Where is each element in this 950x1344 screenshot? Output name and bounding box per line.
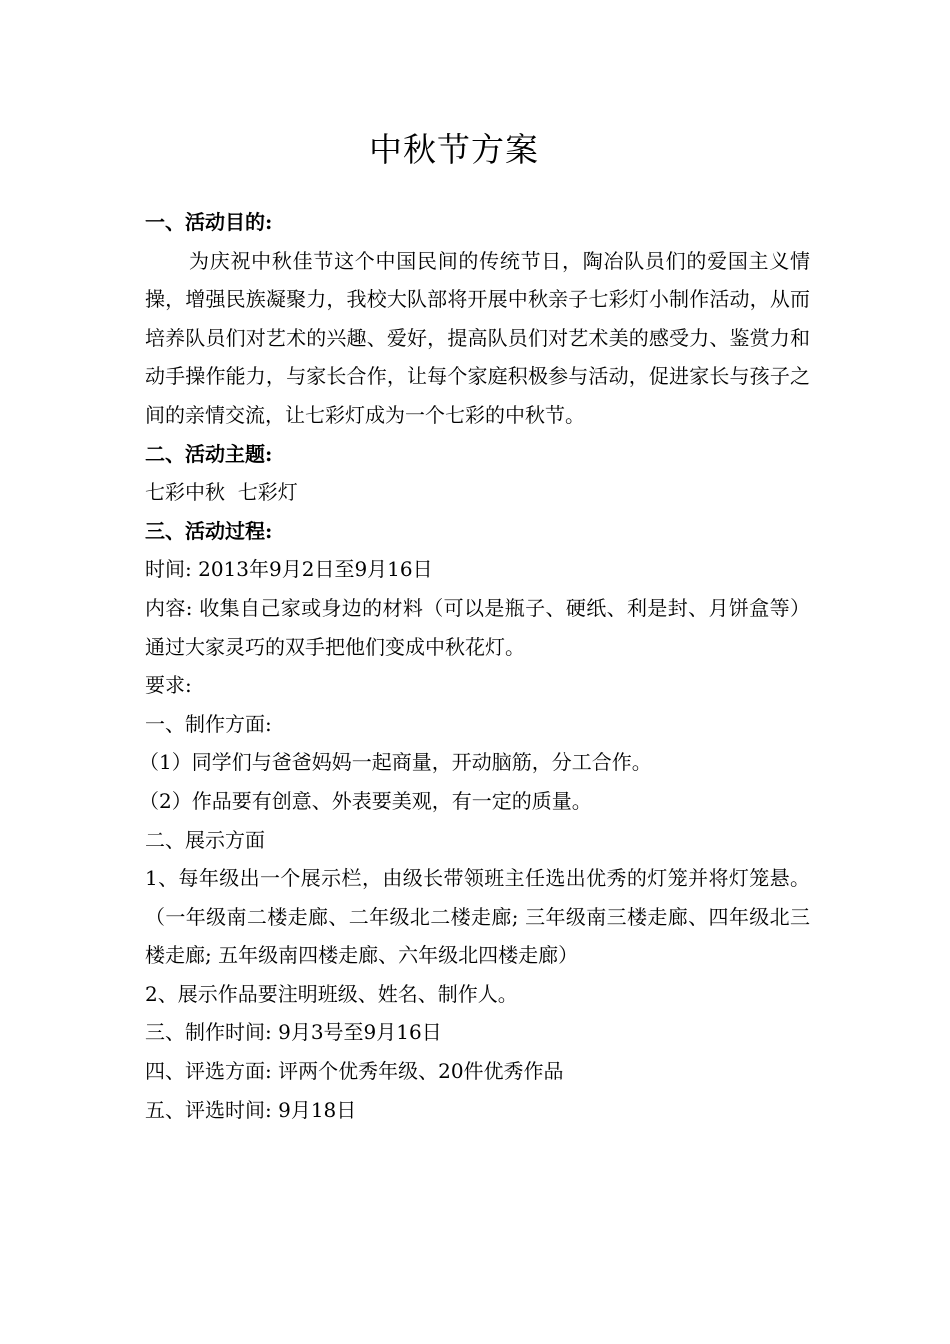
judging-time-line: 五、评选时间: 9月18日 [145,1097,357,1122]
purpose-heading: 一、活动目的: [145,210,273,234]
display-item-2: 2、展示作品要注明班级、姓名、制作人。 [145,981,518,1006]
theme-heading: 二、活动主题: [145,441,273,466]
making-item-2: （2）作品要有创意、外表要美观，有一定的质量。 [139,788,592,813]
time-line: 时间: 2013年9月2日至9月16日 [145,557,433,582]
requirements-label: 要求: [145,673,192,698]
document-body [139,203,823,1129]
theme-text: 七彩中秋 七彩灯 [145,480,298,505]
purpose-paragraph: 为庆祝中秋佳节这个中国民间的传统节日，陶冶队员们的爱国主义情操，增强民族凝聚力，我校大队部将开展中秋亲子七彩灯小制作活动，从而培养队员们对艺术的兴趣、爱好，提高队员们对艺术美的感受力、鉴赏力和动手操作能力，与家长合作，让每个家庭积极参与活动，促进家长与孩子之间的亲情交流，让七彩灯成为一个七彩的中秋节。 [145,248,810,427]
process-heading: 三、活动过程: [145,518,273,543]
content-paragraph: 内容: 收集自己家或身边的材料（可以是瓶子、硬纸、利是封、月饼盒等） 通过大家灵巧的双手把他们变成中秋花灯。 [145,595,823,659]
making-item-1: （1）同学们与爸爸妈妈一起商量，开动脑筋，分工合作。 [139,750,652,775]
judging-line: 四、评选方面: 评两个优秀年级、20件优秀作品 [145,1059,564,1084]
making-heading: 一、制作方面: [145,711,272,736]
display-heading: 二、展示方面 [145,827,265,852]
display-item-1: 1、每年级出一个展示栏，由级长带领班主任选出优秀的灯笼并将灯笼悬。（一年级南二楼走廊、二年级北二楼走廊; 三年级南三楼走廊、四年级北三楼走廊; 五年级南四楼走廊、六年级北四楼走廊） [145,866,810,968]
document-title: 中秋节方案 [369,130,539,169]
make-time-line: 三、制作时间: 9月3号至9月16日 [145,1020,442,1045]
